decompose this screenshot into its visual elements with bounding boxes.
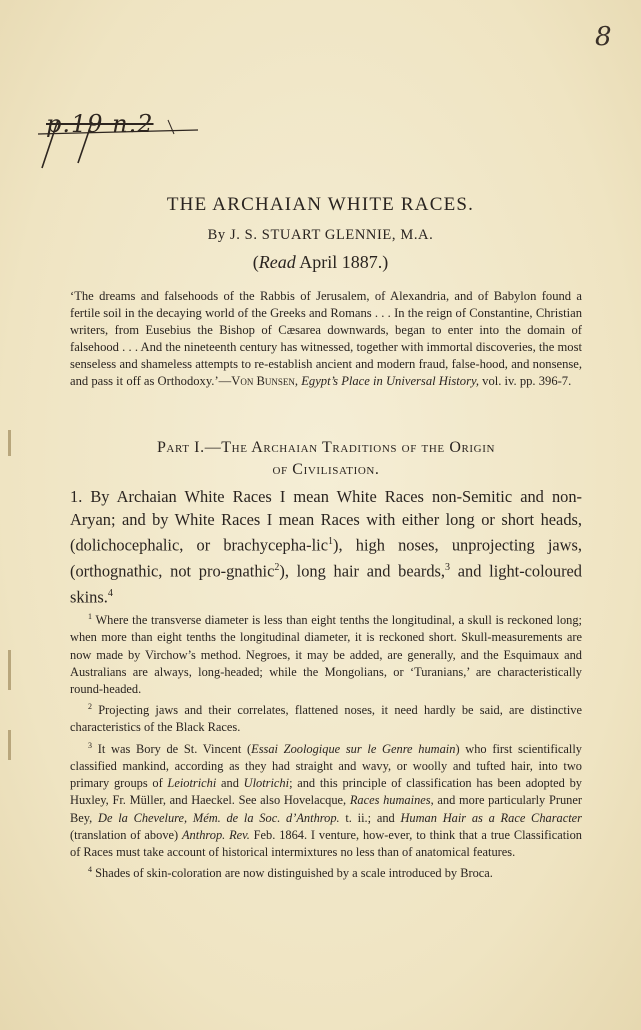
footnote-text: , and more particularly Pruner Bey, — [70, 793, 582, 825]
footnote-text: ; and this principle of classification has been adopted by Huxley, Fr. Müller, and Haeckel. See also Hovelacque, — [70, 776, 582, 808]
footnote-text: and — [216, 776, 244, 791]
paragraph-text-b: ), high noses, unprojecting jaws, (orthognathic, not pro-gnathic — [70, 535, 582, 581]
article-title: THE ARCHAIAN WHITE RACES. — [166, 194, 475, 215]
paragraph-number: 1. — [70, 487, 83, 506]
footnote-number: 1 — [88, 612, 92, 621]
footnote-italic: Leiotrichi — [167, 776, 217, 791]
footnote-italic: Anthrop. Rev. — [181, 827, 250, 842]
corner-handwritten-number: 8 — [595, 22, 612, 52]
footnote-italic: Ulotrichi — [243, 776, 290, 791]
footnote-ref-4: 4 — [107, 587, 113, 599]
part-heading-line1: Part I.—The Archaian Traditions of the Origin — [156, 439, 496, 456]
footnote-number: 2 — [88, 702, 92, 712]
margin-mark — [8, 650, 11, 690]
footnote-text: t. ii.; and — [339, 810, 401, 825]
paragraph-1 — [70, 486, 582, 609]
footnote-ref-1: 1 — [328, 536, 334, 547]
byline-by: By — [207, 227, 226, 243]
footnote-3 — [70, 737, 582, 862]
author-name: J. S. STUART GLENNIE, M.A. — [229, 227, 434, 243]
epigraph — [70, 288, 582, 390]
read-date-open: ( — [252, 252, 259, 272]
footnote-text: Projecting jaws and their correlates, flattened noses, it need hardly be said, are distinctive characteristics of the Black Races. — [70, 703, 582, 735]
footnote-text: Shades of skin-coloration are now distinguished by a scale introduced by Broca. — [95, 866, 493, 881]
footnote-text: Feb. 1864. I venture, how-ever, to think that a true Classification of Races must take account of historical intermixtures no less than of anatomical features. — [70, 827, 582, 860]
epigraph-work: Egypt’s Place in Universal History, — [301, 374, 480, 388]
footnote-1 — [70, 608, 582, 698]
footnote-text: (translation of above) — [70, 827, 182, 842]
read-label: Read — [258, 252, 296, 272]
footnotes — [70, 608, 582, 883]
footnote-2 — [70, 698, 582, 737]
footnote-italic: Races humaines — [349, 793, 431, 808]
footnote-text: Where the transverse diameter is less than eight tenths the longitudinal, a skull is reckoned long; when more than eight tenths the longitudinal diameter, it is reckoned short. Skull-measurements are now made by Virchow’s method. Negroes, it may be added, are generally, and the Esquimaux and Australians are always, long-headed; while the Mongolians, or ‘Turanians,’ are characteristically round-headed. — [70, 613, 582, 696]
footnote-italic: De la Chevelure, Mém. de la Soc. d’Anthrop. — [98, 810, 340, 825]
epigraph-ref: vol. iv. pp. 396-7. — [482, 374, 572, 388]
footnote-text: It was Bory de St. Vincent ( — [97, 741, 252, 756]
footnote-italic: Essai Zoologique sur le Genre humain — [251, 741, 456, 756]
footnote-number: 4 — [88, 865, 92, 875]
byline — [0, 227, 641, 244]
footnote-4 — [70, 861, 582, 882]
epigraph-author: Von Bunsen, — [231, 374, 299, 388]
part-heading — [70, 437, 582, 481]
footnote-text: ) who first scientifically classified mankind, according as they had straight and wavy, or woolly and tufted hair, into two primary groups of — [70, 741, 582, 791]
footnote-ref-3: 3 — [445, 561, 451, 573]
paragraph-text-d: and light-coloured skins. — [70, 561, 582, 607]
read-date — [0, 252, 641, 273]
margin-mark — [8, 430, 11, 456]
footnote-italic: Human Hair as a Race Character — [400, 810, 582, 825]
margin-mark — [8, 730, 11, 760]
paragraph-text-a: By Archaian White Races I mean White Races non-Semitic and non-Aryan; and by White Races I mean Races with either long or short heads, (dolichocephalic, or brachycepha-lic — [70, 487, 582, 555]
footnote-number: 3 — [88, 740, 92, 750]
footnote-ref-2: 2 — [274, 561, 280, 573]
read-date-value: April 1887. — [299, 252, 383, 272]
part-heading-line2: of Civilisation. — [272, 461, 380, 478]
paragraph-text-c: ), long hair and beards, — [279, 561, 446, 581]
read-date-close: ) — [382, 252, 389, 272]
shelf-mark: p.19 n.2 — [46, 110, 154, 138]
epigraph-text: ‘The dreams and falsehoods of the Rabbis of Jerusalem, of Alexandria, and of Babylon found a fertile soil in the decaying world of the Greeks and Romans . . . In the reign of Constantine, Christian writers, from Eusebius the Bishop of Cæsarea downwards, began to enter into the domain of falsehood . . . And the nineteenth century has witnessed, together with immortal discoveries, the most senseless and shameless attempts to re-establish ancient and modern fraud, false-hood, and nonsense, and pass it off as Orthodoxy.’— — [70, 289, 582, 388]
